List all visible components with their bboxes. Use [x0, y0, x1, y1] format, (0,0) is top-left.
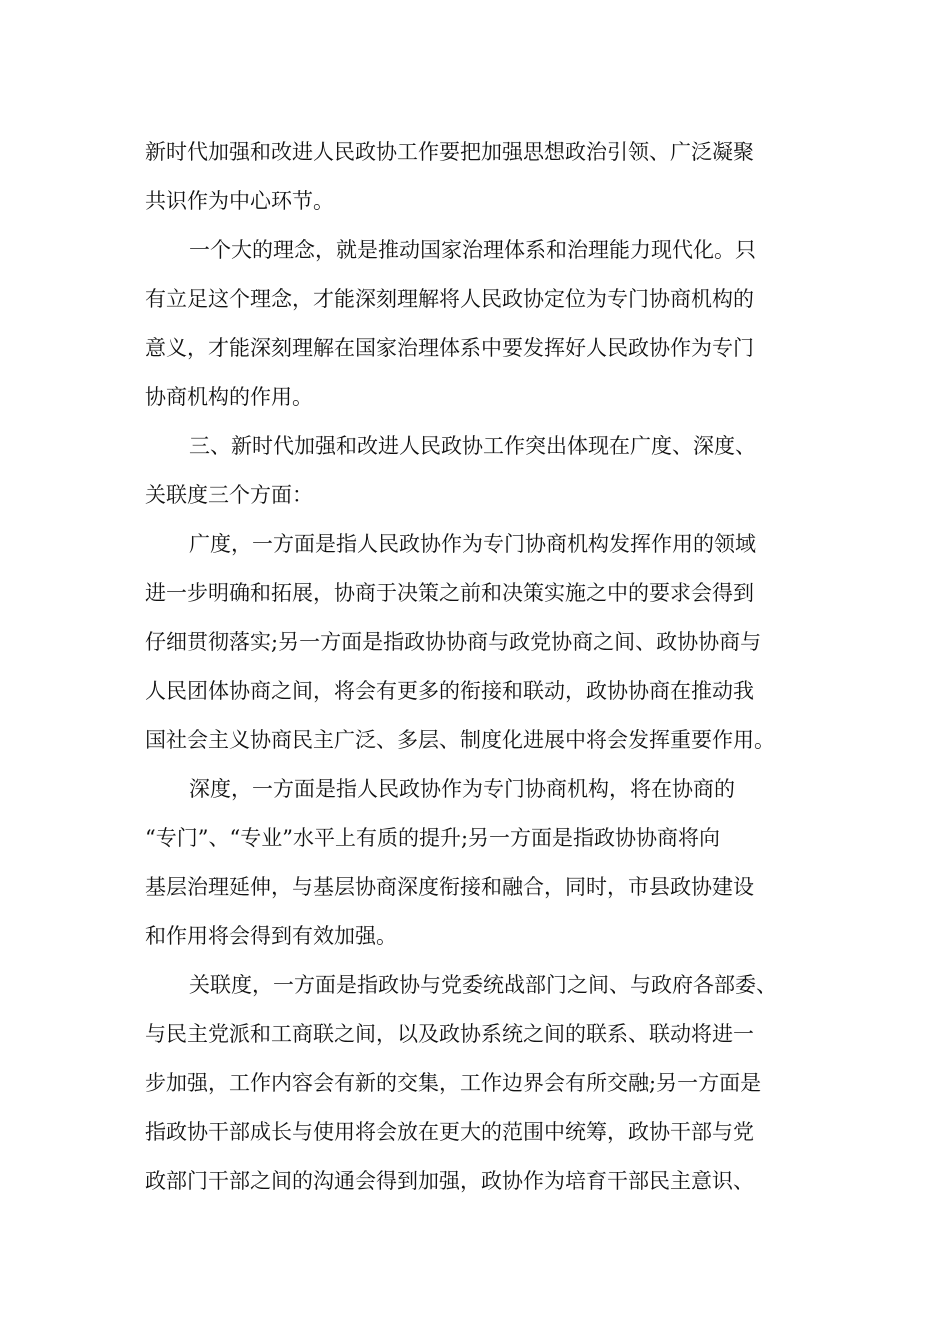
text-line: 一个大的理念，就是推动国家治理体系和治理能力现代化。只 [189, 238, 756, 262]
text-line: 深度，一方面是指人民政协作为专门协商机构，将在协商的 [189, 777, 735, 801]
text-line: 人民团体协商之间，将会有更多的衔接和联动，政协协商在推动我 [145, 679, 754, 703]
text-line: 意义，才能深刻理解在国家治理体系中要发挥好人民政协作为专门 [145, 336, 754, 360]
text-line: 与民主党派和工商联之间，以及政协系统之间的联系、联动将进一 [145, 1022, 754, 1046]
text-line: 有立足这个理念，才能深刻理解将人民政协定位为专门协商机构的 [145, 287, 754, 311]
text-line: 和作用将会得到有效加强。 [145, 924, 397, 948]
text-line: 指政协干部成长与使用将会放在更大的范围中统筹，政协干部与党 [145, 1120, 754, 1144]
text-line: 三、新时代加强和改进人民政协工作突出体现在广度、深度、 [189, 434, 756, 458]
text-line: 关联度，一方面是指政协与党委统战部门之间、与政府各部委、 [189, 973, 777, 997]
text-line: 进一步明确和拓展，协商于决策之前和决策实施之中的要求会得到 [145, 581, 754, 605]
text-line: 共识作为中心环节。 [145, 189, 334, 213]
text-line: 协商机构的作用。 [145, 385, 313, 409]
text-line: 新时代加强和改进人民政协工作要把加强思想政治引领、广泛凝聚 [145, 140, 754, 164]
body-text [145, 128, 835, 1206]
text-line: “专门”、“专业”水平上有质的提升;另一方面是指政协协商将向 [145, 826, 721, 850]
text-line: 国社会主义协商民主广泛、多层、制度化进展中将会发挥重要作用。 [145, 728, 775, 752]
text-line: 基层治理延伸，与基层协商深度衔接和融合，同时，市县政协建设 [145, 875, 754, 899]
text-line: 仔细贯彻落实;另一方面是指政协协商与政党协商之间、政协协商与 [145, 630, 762, 654]
text-line: 关联度三个方面： [145, 483, 313, 507]
text-line: 步加强，工作内容会有新的交集，工作边界会有所交融;另一方面是 [145, 1071, 762, 1095]
text-line: 政部门干部之间的沟通会得到加强，政协作为培育干部民主意识、 [145, 1169, 754, 1193]
text-line: 广度，一方面是指人民政协作为专门协商机构发挥作用的领域 [189, 532, 756, 556]
